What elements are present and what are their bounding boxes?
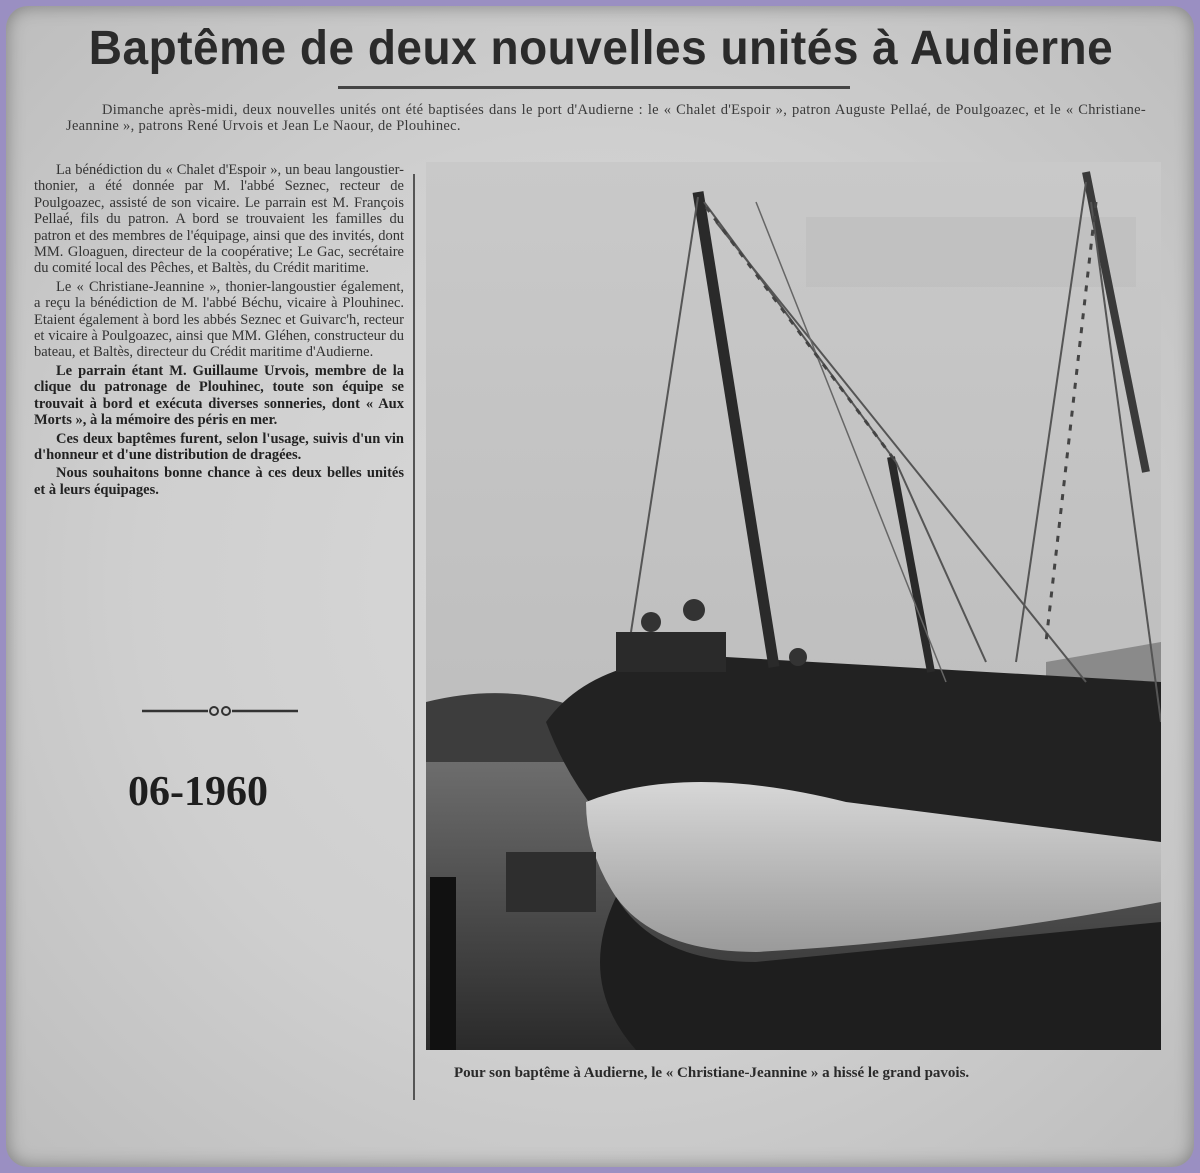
body-paragraph: Le parrain étant M. Guillaume Urvois, membre de la clique du patronage de Plouhinec, toute son équipe se trouvait à bord et exécuta diverses sonneries, dont « Aux Morts », à la mémoire des péris en mer. [34,362,404,429]
body-paragraph: Nous souhaitons bonne chance à ces deux belles unités et à leurs équipages. [34,465,404,498]
body-paragraph: Le « Christiane-Jeannine », thonier-langoustier également, a reçu la bénédiction de M. l'abbé Béchu, vicaire à Plouhinec. Etaient également à bord les abbés Seznec et Guivarc'h, recteur et vicaire à Poulgoazec, ainsi que MM. Gléhen, constructeur du bateau, et Baltès, directeur du Crédit maritime d'Audierne. [34,278,404,361]
photo-caption: Pour son baptême à Audierne, le « Christiane-Jeannine » a hissé le grand pavois. [454,1065,970,1081]
boat-photo [426,162,1161,1050]
headline-rule [338,86,850,89]
column-rule [413,174,415,1100]
date-stamp: 06-1960 [128,769,268,815]
body-paragraph: La bénédiction du « Chalet d'Espoir », un beau langoustier-thonier, a été donnée par M. l'abbé Seznec, recteur de Poulgoazec, assisté de son vicaire. Le parrain est M. François Pellaé, fils du patron. A bord se trouvaient les familles du patron et des membres de l'équipage, ainsi que des invités, dont MM. Gloaguen, directeur de la coopérative; Le Gac, secrétaire du comité local des Pêches, et Baltès, du Crédit maritime. [34,162,404,277]
ornament-divider-icon [142,704,298,718]
article-headline: Baptême de deux nouvelles unités à Audierne [88,19,1114,75]
body-paragraph: Ces deux baptêmes furent, selon l'usage, suivis d'un vin d'honneur et d'une distribution de dragées. [34,430,404,463]
newspaper-clipping [6,6,1194,1167]
article-intro: Dimanche après-midi, deux nouvelles unités ont été baptisées dans le port d'Audierne : le « Chalet d'Espoir », patron Auguste Pellaé, de Poulgoazec, et le « Christiane-Jeannine », patrons René Urvois et Jean Le Naour, de Plouhinec. [66,102,1146,134]
article-body [34,162,404,500]
